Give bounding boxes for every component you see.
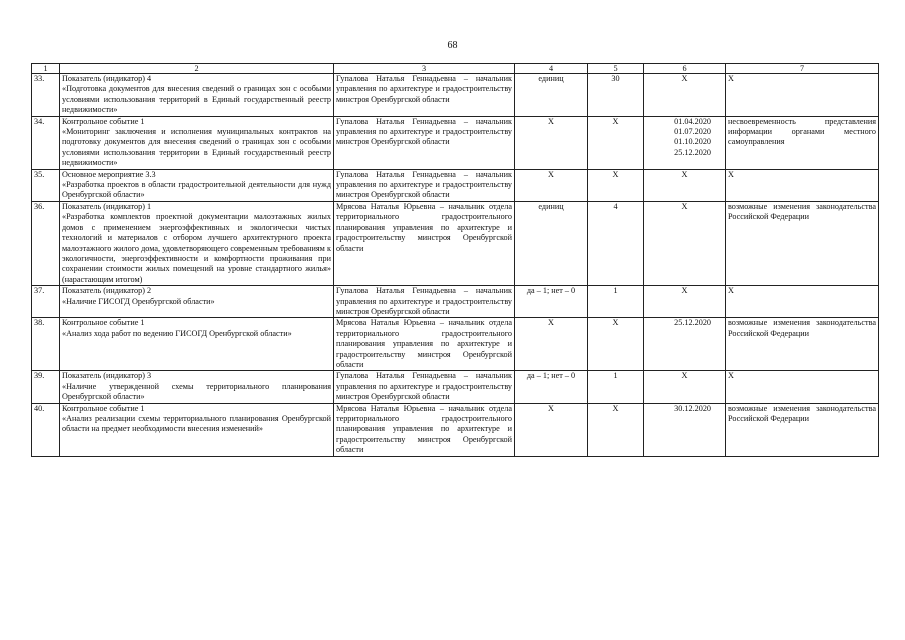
row-value: 4	[588, 201, 644, 285]
row-title: Контрольное событие 1	[62, 403, 145, 413]
row-dates	[644, 403, 726, 456]
table-row	[32, 116, 879, 169]
table-row	[32, 286, 879, 318]
row-number: 35.	[32, 169, 60, 201]
row-desc: «Анализ реализации схемы территориального планирования Оренбургской области на предмет необходимости внесения изменений»	[62, 414, 331, 434]
row-responsible: Гупалова Наталья Геннадьевна – начальник управления по архитектуре и градостроительству минстроя Оренбургской области	[334, 286, 515, 318]
row-responsible: Мрясова Наталья Юрьевна – начальник отдела территориального градостроительного планирования управления по архитектуре и градостроительству минстроя Оренбургской области	[334, 403, 515, 456]
row-description	[60, 169, 334, 201]
row-number: 39.	[32, 371, 60, 403]
row-description	[60, 403, 334, 456]
date-value: 25.12.2020	[674, 147, 711, 157]
row-dates	[644, 169, 726, 201]
row-unit: X	[515, 318, 588, 371]
row-unit: X	[515, 403, 588, 456]
row-responsible: Гупалова Наталья Геннадьевна – начальник управления по архитектуре и градостроительству минстроя Оренбургской области	[334, 169, 515, 201]
row-desc: «Разработка комплектов проектной документации малоэтажных жилых домов с применением энергоэффективных и экологически чистых технологий и материалов с отбором лучшего архитектурного проекта малоэтажного жилого дома, удовлетворяющего современным требованиям к экологичности, энергоэффективности и комфортности проживания при сохранении стоимости жилых помещений на уровне стандартного жилья» (нарастающим итогом)	[62, 212, 331, 284]
header-col-4: 4	[515, 64, 588, 74]
row-unit: да – 1; нет – 0	[515, 371, 588, 403]
row-value: X	[588, 318, 644, 371]
row-description	[60, 74, 334, 117]
row-dates	[644, 116, 726, 169]
row-description	[60, 201, 334, 285]
date-value: 01.04.2020	[674, 116, 711, 126]
date-value: 25.12.2020	[674, 318, 711, 328]
row-description	[60, 318, 334, 371]
row-unit: единиц	[515, 74, 588, 117]
table-row	[32, 201, 879, 285]
row-risk: X	[726, 169, 879, 201]
row-title: Контрольное событие 1	[62, 116, 145, 126]
row-desc: «Мониторинг заключения и исполнения муниципальных контрактов на подготовку документов для внесения сведений о границах зон с особыми условиями использования территории в Единый государственный реестр недвижимости»	[62, 127, 331, 168]
header-col-6: 6	[644, 64, 726, 74]
row-title: Показатель (индикатор) 2	[62, 286, 152, 296]
row-description	[60, 286, 334, 318]
row-unit: единиц	[515, 201, 588, 285]
row-risk: несвоевременность представления информации органами местного самоуправления	[726, 116, 879, 169]
row-title: Показатель (индикатор) 3	[62, 371, 152, 381]
date-value: X	[681, 371, 688, 381]
header-col-5: 5	[588, 64, 644, 74]
row-description	[60, 116, 334, 169]
header-col-1: 1	[32, 64, 60, 74]
header-row	[32, 64, 879, 74]
row-unit: X	[515, 169, 588, 201]
date-value: 01.07.2020	[674, 127, 711, 137]
row-responsible: Гупалова Наталья Геннадьевна – начальник управления по архитектуре и градостроительству минстроя Оренбургской области	[334, 116, 515, 169]
row-number: 37.	[32, 286, 60, 318]
row-title: Показатель (индикатор) 1	[62, 201, 152, 211]
table-row	[32, 371, 879, 403]
row-responsible: Мрясова Наталья Юрьевна – начальник отдела территориального градостроительного планирования управления по архитектуре и градостроительству минстроя Оренбургской области	[334, 318, 515, 371]
row-value: 1	[588, 371, 644, 403]
row-risk: возможные изменения законодательства Российской Федерации	[726, 201, 879, 285]
date-value: 30.12.2020	[674, 403, 711, 413]
plan-table	[31, 63, 879, 457]
row-dates	[644, 371, 726, 403]
row-responsible: Мрясова Наталья Юрьевна – начальник отдела территориального градостроительного планирования управления по архитектуре и градостроительству минстроя Оренбургской области	[334, 201, 515, 285]
table-body	[32, 74, 879, 457]
date-value: X	[681, 169, 688, 179]
row-desc: «Наличие утвержденной схемы территориального планирования Оренбургской области»	[62, 381, 331, 402]
row-value: 1	[588, 286, 644, 318]
header-col-3: 3	[334, 64, 515, 74]
row-title: Показатель (индикатор) 4	[62, 74, 152, 83]
date-value: X	[681, 286, 688, 296]
row-value: X	[588, 116, 644, 169]
row-unit: X	[515, 116, 588, 169]
row-value: X	[588, 169, 644, 201]
row-desc: «Наличие ГИСОГД Оренбургской области»	[62, 296, 215, 306]
row-responsible: Гупалова Наталья Геннадьевна – начальник управления по архитектуре и градостроительству минстроя Оренбургской области	[334, 74, 515, 117]
row-desc: «Разработка проектов в области градостроительной деятельности для нужд Оренбургской области»	[62, 180, 331, 200]
row-dates	[644, 286, 726, 318]
date-value: X	[681, 74, 688, 83]
row-value: X	[588, 403, 644, 456]
row-title: Контрольное событие 1	[62, 318, 145, 328]
row-number: 33.	[32, 74, 60, 117]
row-number: 40.	[32, 403, 60, 456]
table-row	[32, 403, 879, 456]
row-risk: возможные изменения законодательства Российской Федерации	[726, 318, 879, 371]
row-risk: возможные изменения законодательства Российской Федерации	[726, 403, 879, 456]
row-dates	[644, 318, 726, 371]
header-col-2: 2	[60, 64, 334, 74]
row-risk: X	[726, 371, 879, 403]
row-unit: да – 1; нет – 0	[515, 286, 588, 318]
row-desc: «Подготовка документов для внесения сведений о границах зон с особыми условиями использования территорий в Единый государственный реестр недвижимости»	[62, 84, 331, 115]
table-row	[32, 74, 879, 117]
table-row	[32, 318, 879, 371]
row-desc: «Анализ хода работ по ведению ГИСОГД Оренбургской области»	[62, 328, 292, 338]
date-value: X	[681, 201, 688, 211]
row-dates	[644, 74, 726, 117]
date-value: 01.10.2020	[674, 137, 711, 147]
row-risk: X	[726, 74, 879, 117]
header-col-7: 7	[726, 64, 879, 74]
row-title: Основное мероприятие 3.3	[62, 169, 156, 179]
row-description	[60, 371, 334, 403]
table-row	[32, 169, 879, 201]
row-number: 38.	[32, 318, 60, 371]
page-number: 68	[447, 40, 458, 51]
row-risk: X	[726, 286, 879, 318]
row-responsible: Гупалова Наталья Геннадьевна – начальник управления по архитектуре и градостроительству минстроя Оренбургской области	[334, 371, 515, 403]
row-number: 36.	[32, 201, 60, 285]
row-value: 30	[588, 74, 644, 117]
row-dates	[644, 201, 726, 285]
row-number: 34.	[32, 116, 60, 169]
